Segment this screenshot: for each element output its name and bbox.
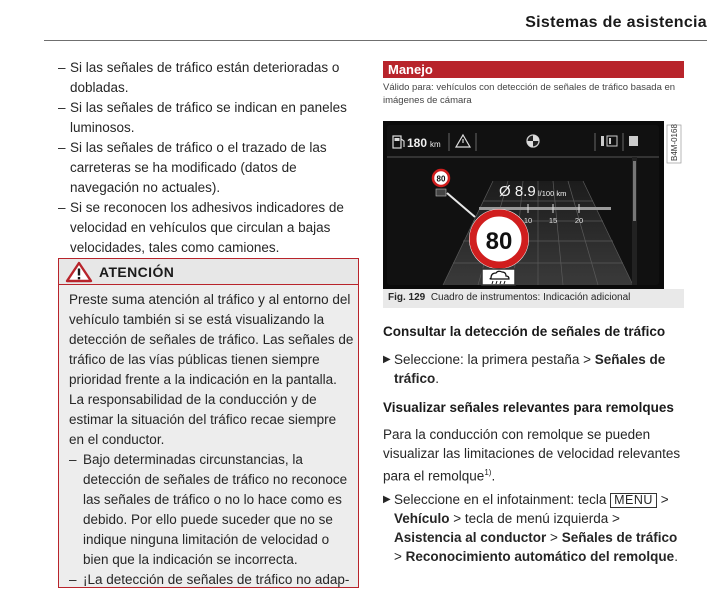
list-item: – Si se reconocen los adhesivos indicadores de velocidad en vehículos que circulan a bajas velocidades, tales como camiones. bbox=[58, 200, 344, 255]
list-item: – Si las señales de tráfico están deterioradas o dobladas. bbox=[58, 60, 340, 95]
figure-caption-bar bbox=[383, 289, 684, 308]
figure-caption: Fig. 129 Cuadro de instrumentos: Indicación adicional bbox=[388, 292, 631, 303]
heading-consult: Consultar la detección de señales de tráfico bbox=[383, 324, 666, 339]
warning-list bbox=[69, 450, 354, 590]
heading-trailer: Visualizar señales relevantes para remolques bbox=[383, 400, 674, 415]
menu-key: MENU bbox=[610, 493, 657, 508]
section-bar bbox=[383, 61, 684, 78]
scale-label: 10 bbox=[523, 216, 533, 225]
warning-paragraph: Preste suma atención al tráfico y al entorno del vehículo también si se está visualizando la detección de señales de tráfico. Las señales de tráfico de las vías públicas tienen siempre prioridad frente a la indicación en la pantalla. La responsabilidad de la conducción y de estimar la situación del tráfico recae siempre en el conductor. bbox=[69, 292, 354, 447]
list-item: – ¡La detección de señales de tráfico no adap- bbox=[69, 572, 350, 587]
consumption-unit: l/100 km bbox=[538, 189, 567, 198]
list-item: – Bajo determinadas circunstancias, la detección de señales de tráfico no reconoce las señales de tráfico o no lo hace como es debido. Por ello puede suceder que no se indique ninguna limitación de velocidad o bien que la indicación se incorrecta. bbox=[69, 452, 348, 567]
warning-box bbox=[58, 258, 359, 588]
scale-label: 20 bbox=[574, 216, 584, 225]
list-item: – Si las señales de tráfico o el trazado de las carreteras se ha modificado (datos de navegación no actuales). bbox=[58, 140, 327, 195]
consumption-value: Ø 8.9 bbox=[499, 183, 536, 200]
paragraph-trailer: Para la conducción con remolque se pueden visualizar las limitaciones de velocidad relevantes para el remolque$^{1)}$. bbox=[383, 427, 681, 484]
section-label: Manejo bbox=[388, 62, 433, 77]
step-trailer: ▶ Seleccione en el infotainment: tecla MENU > Vehículo > tecla de menú izquierda > Asistencia al conductor > Señales de tráfico > Reconocimiento automático del remolque. bbox=[383, 492, 678, 564]
warning-body bbox=[69, 290, 354, 590]
list-item: – Si las señales de tráfico se indican en paneles luminosos. bbox=[58, 100, 347, 135]
step-consult: ▶ Seleccione: la primera pestaña > Señales de tráfico. bbox=[383, 352, 666, 386]
figure-code: B4M-0168 bbox=[670, 124, 679, 161]
validity-note: Válido para: vehículos con detección de señales de tráfico basada en imágenes de cámara bbox=[383, 82, 676, 106]
condition-list bbox=[58, 58, 356, 258]
range-value: 180 bbox=[407, 136, 428, 150]
page-header-title: Sistemas de asistencia bbox=[525, 14, 707, 31]
svg-text:80: 80 bbox=[485, 228, 513, 255]
header-divider bbox=[44, 40, 707, 41]
cluster-illustration bbox=[383, 121, 684, 289]
bmw-logo-icon bbox=[527, 135, 539, 147]
range-unit: km bbox=[430, 140, 441, 149]
svg-text:80: 80 bbox=[436, 174, 446, 184]
warning-header bbox=[59, 259, 358, 285]
warning-triangle-icon bbox=[66, 262, 92, 282]
scale-label: 15 bbox=[548, 216, 558, 225]
instrument-cluster-figure bbox=[383, 121, 684, 289]
warning-title: ATENCIÓN bbox=[99, 264, 175, 280]
